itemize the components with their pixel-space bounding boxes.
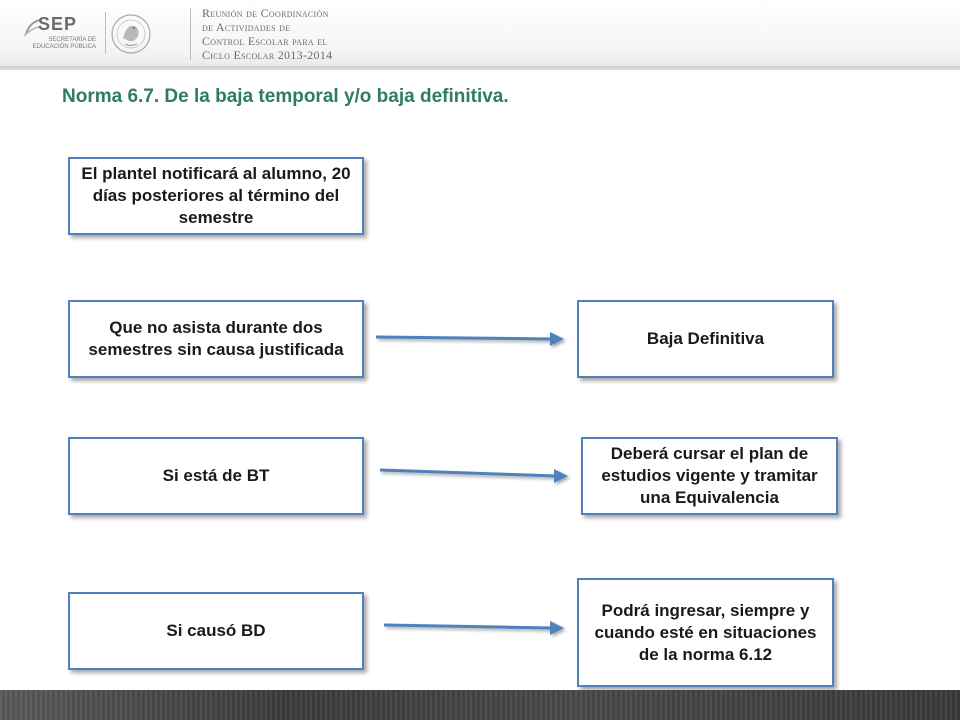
sep-logo-subtitle-line2: EDUCACIÓN PÚBLICA [32,44,96,50]
sep-logo-word: SEP [38,14,78,34]
box-bt [68,437,364,515]
sep-logo-subtitle-line1: SECRETARÍA DE [48,37,96,43]
meeting-title-line: Control Escolar para el [202,34,328,48]
arrow-no-attendance-to-baja [376,332,564,346]
footer-band [0,690,960,720]
header-divider [105,12,106,54]
box-reingreso-text: Podrá ingresar, siempre y cuando esté en situaciones de la norma 6.12 [594,600,817,664]
box-baja-definitiva-text: Baja Definitiva [646,329,765,348]
meeting-title-line: de Actividades de [202,20,291,34]
box-bt-text: Si está de BT [162,466,270,485]
meeting-title-line: Reunión de Coordinación [202,6,329,20]
arrow-bt-to-equivalencia [380,469,568,483]
header-divider-2 [190,8,191,60]
national-emblem-icon [110,12,152,56]
box-equivalencia-text: Deberá cursar el plan de estudios vigente y tramitar una Equivalencia [601,444,818,507]
box-baja-definitiva [577,300,834,378]
box-equivalencia [581,437,838,515]
box-no-attendance [68,300,364,378]
meeting-title-line: Ciclo Escolar 2013-2014 [202,48,333,62]
box-bd [68,592,364,670]
arrow-bd-to-reingreso [384,621,564,635]
box-notification [68,157,364,235]
page-heading: Norma 6.7. De la baja temporal y/o baja definitiva. [62,86,509,107]
sep-logo-subtitle [24,37,96,51]
box-reingreso [577,578,834,687]
meeting-title [202,6,402,62]
header-shadow [0,66,960,72]
box-notification-text: El plantel notificará al alumno, 20 días posteriores al término del semestre [81,164,351,227]
box-no-attendance-text: Que no asista durante dos semestres sin causa justificada [88,318,344,359]
box-bd-text: Si causó BD [166,621,266,640]
sep-logo [24,14,104,54]
